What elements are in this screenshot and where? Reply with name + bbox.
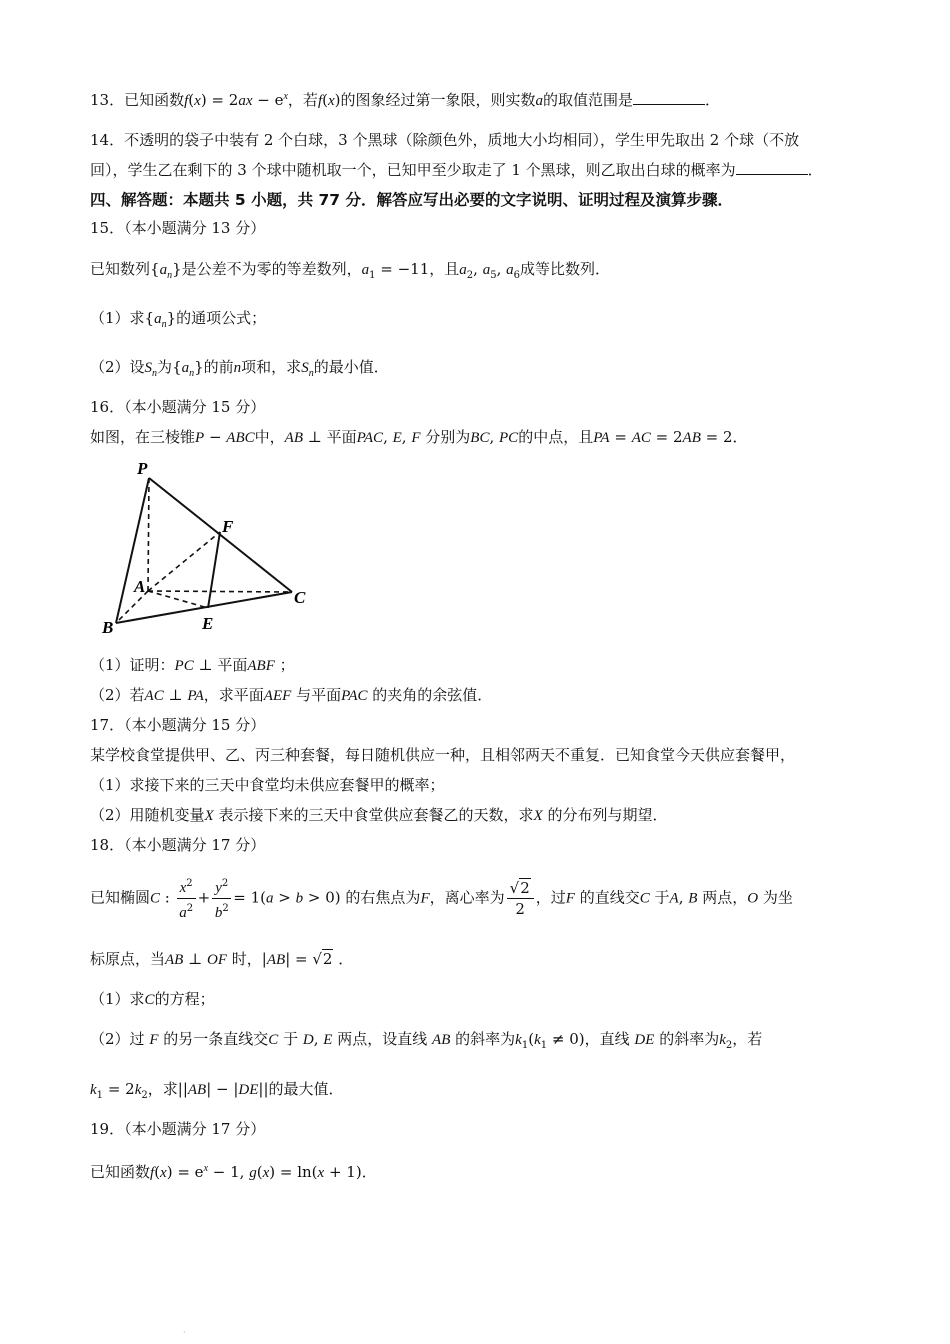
edge-FE — [208, 532, 220, 608]
q16-part2: （2）若AC ⊥ PA，求平面AEF 与平面PAC 的夹角的余弦值． — [90, 686, 493, 704]
q16-stem: 如图，在三棱锥P − ABC中，AB ⊥ 平面PAC, E, F 分别为BC, PC的中点，且PA = AC = 2AB = 2． — [90, 428, 748, 446]
q14-line2: 回），学生乙在剩下的 3 个球中随机取一个，已知甲至少取走了 1 个黑球，则乙取出白球的概率为 ． — [90, 161, 823, 179]
q19-stem: 已知函数$f(x) = e^x - 1$, g(x) = ln(x + 1)． — [90, 1163, 377, 1181]
edge-PB — [116, 478, 149, 623]
label-E: E — [202, 614, 214, 633]
q17-stem: 某学校食堂提供甲、乙、丙三种套餐，每日随机供应一种，且相邻两天不重复．已知食堂今天供应套餐甲， — [90, 746, 796, 764]
q18-part2-cont: $k_1 = 2k_2$，求||AB| − |DE||的最大值． — [90, 1080, 344, 1101]
q17-part1: （1）求接下来的三天中食堂均未供应套餐甲的概率； — [90, 776, 445, 794]
q15-part2: （2）设$S_n$为$\{a_n\}$的前n项和，求$S_n$的最小值． — [90, 358, 389, 379]
pyramid-figure — [96, 455, 326, 645]
page-footer-mark: · — [183, 1328, 186, 1337]
label-A: A — [134, 577, 146, 596]
edge-PA — [148, 478, 149, 591]
q19-header: 19．（本小题满分 17 分） — [90, 1120, 266, 1138]
q17-part2: （2）用随机变量X 表示接下来的三天中食堂供应套餐乙的天数，求X 的分布列与期望． — [90, 806, 668, 824]
q15-stem: 已知数列$\{a_n\}$是公差不为零的等差数列，$a_1 = -11$，且$a_2$, $a_5$, $a_6$成等比数列． — [90, 260, 611, 281]
q18-part2: （2）过 F 的另一条直线交C 于 D, E 两点，设直线 AB 的斜率为$k_1(k_1 \ne 0)$，直线 DE 的斜率为$k_2$，若 — [90, 1030, 763, 1051]
label-C: C — [294, 588, 306, 607]
q17-header: 17．（本小题满分 15 分） — [90, 716, 266, 734]
q16-header: 16．（本小题满分 15 分） — [90, 398, 266, 416]
edge-AC — [148, 591, 292, 592]
q18-stem: 已知椭圆C : $\frac{x^2}{a^2}$ + $\frac{y^2}{b^2}$ = 1(a > b > 0) 的右焦点为F，离心率为 $\frac{√2}{2}$ ，过F 的直线交C 于A, B 两点，O 为坐 — [90, 874, 793, 923]
q15-part1: （1）求$\{a_n\}$的通项公式； — [90, 309, 267, 330]
section-title: 四、解答题：本题共 5 小题，共 77 分．解答应写出必要的文字说明、证明过程及演算步骤． — [90, 191, 733, 209]
q16-part1: （1）证明：PC ⊥ 平面ABF ； — [90, 656, 295, 674]
label-P: P — [137, 459, 148, 478]
q18-part1: （1）求C的方程； — [90, 990, 215, 1008]
q15-header: 15．（本小题满分 13 分） — [90, 219, 266, 237]
q13-line: 13．已知函数$f(x) = 2ax - e^x$，若f(x)的图象经过第一象限，则实数a的取值范围是 ． — [90, 91, 721, 109]
q18-stem-cont: 标原点，当AB ⊥ OF 时，|AB| = √2 ． — [90, 950, 354, 968]
edge-AE — [148, 591, 208, 608]
label-F: F — [222, 517, 234, 536]
answer-blank — [633, 90, 705, 105]
q13-number: 13． — [90, 91, 125, 109]
label-B: B — [102, 618, 114, 637]
q14-number: 14． — [90, 131, 125, 149]
edge-AF — [148, 532, 220, 591]
answer-blank — [736, 160, 808, 175]
q14-line1: 14．不透明的袋子中装有 2 个白球，3 个黑球（除颜色外，质地大小均相同），学生甲先取出 2 个球（不放 — [90, 131, 800, 149]
q18-header: 18．（本小题满分 17 分） — [90, 836, 266, 854]
